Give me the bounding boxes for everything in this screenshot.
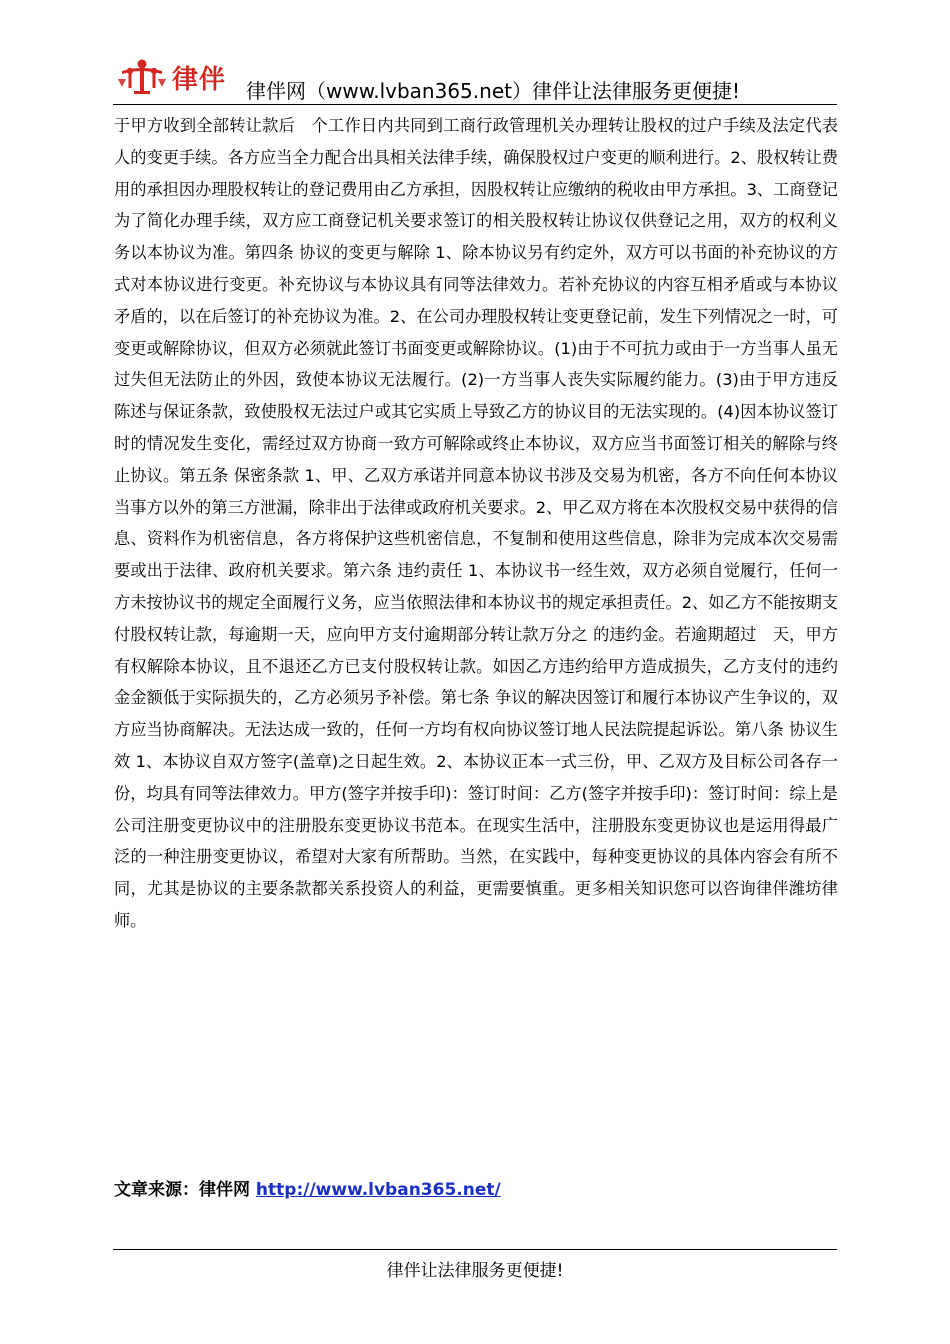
header-divider xyxy=(113,104,837,105)
header-title: 律伴网（www.lvban365.net）律伴让法律服务更便捷! xyxy=(246,79,740,103)
article-source xyxy=(114,1175,501,1200)
footer-divider xyxy=(113,1249,837,1250)
brand-logo xyxy=(116,55,246,99)
footer-slogan: 律伴让法律服务更便捷! xyxy=(386,1261,564,1281)
source-label: 文章来源：律伴网 xyxy=(114,1180,256,1200)
logo-text: 律伴 xyxy=(172,64,227,95)
scales-of-justice-icon xyxy=(116,57,168,97)
source-link[interactable]: http://www.lvban365.net/ xyxy=(255,1180,501,1200)
article-body: 于甲方收到全部转让款后 个工作日内共同到工商行政管理机关办理转让股权的过户手续及法定代表人的变更手续。各方应当全力配合出具相关法律手续，确保股权过户变更的顺利进行。2、股权转让费用的承担因办理股权转让的登记费用由乙方承担，因股权转让应缴纳的税收由甲方承担。3、工商登记为了简化办理手续，双方应工商登记机关要求签订的相关股权转让协议仅供登记之用，双方的权利义务以本协议为准。第四条 协议的变更与解除 1、除本协议另有约定外，双方可以书面的补充协议的方式对本协议进行变更。补充协议与本协议具有同等法律效力。若补充协议的内容互相矛盾或与本协议矛盾的，以在后签订的补充协议为准。2、在公司办理股权转让变更登记前，发生下列情况之一时，可变更或解除协议，但双方必须就此签订书面变更或解除协议。(1)由于不可抗力或由于一方当事人虽无过失但无法防止的外因，致使本协议无法履行。(2)一方当事人丧失实际履约能力。(3)由于甲方违反陈述与保证条款，致使股权无法过户或其它实质上导致乙方的协议目的无法实现的。(4)因本协议签订时的情况发生变化，需经过双方协商一致方可解除或终止本协议，双方应当书面签订相关的解除与终止协议。第五条 保密条款 1、甲、乙双方承诺并同意本协议书涉及交易为机密，各方不向任何本协议当事方以外的第三方泄漏，除非出于法律或政府机关要求。2、甲乙双方将在本次股权交易中获得的信息、资料作为机密信息，各方将保护这些机密信息，不复制和使用这些信息，除非为完成本次交易需要或出于法律、政府机关要求。第六条 违约责任 1、本协议书一经生效，双方必须自觉履行，任何一方未按协议书的规定全面履行义务，应当依照法律和本协议书的规定承担责任。2、如乙方不能按期支付股权转让款，每逾期一天，应向甲方支付逾期部分转让款万分之 的违约金。若逾期超过 天，甲方有权解除本协议，且不退还乙方已支付股权转让款。如因乙方违约给甲方造成损失，乙方支付的违约金金额低于实际损失的，乙方必须另予补偿。第七条 争议的解决因签订和履行本协议产生争议的，双方应当协商解决。无法达成一致的，任何一方均有权向协议签订地人民法院提起诉讼。第八条 协议生效 1、本协议自双方签字(盖章)之日起生效。2、本协议正本一式三份，甲、乙双方及目标公司各存一份，均具有同等法律效力。甲方(签字并按手印)：签订时间：乙方(签字并按手印)：签订时间：综上是公司注册变更协议中的注册股东变更协议书范本。在现实生活中，注册股东变更协议也是运用得最广泛的一种注册变更协议，希望对大家有所帮助。当然，在实践中，每种变更协议的具体内容会有所不同，尤其是协议的主要条款都关系投资人的利益，更需要慎重。更多相关知识您可以咨询律伴潍坊律师。 xyxy=(114,116,838,930)
